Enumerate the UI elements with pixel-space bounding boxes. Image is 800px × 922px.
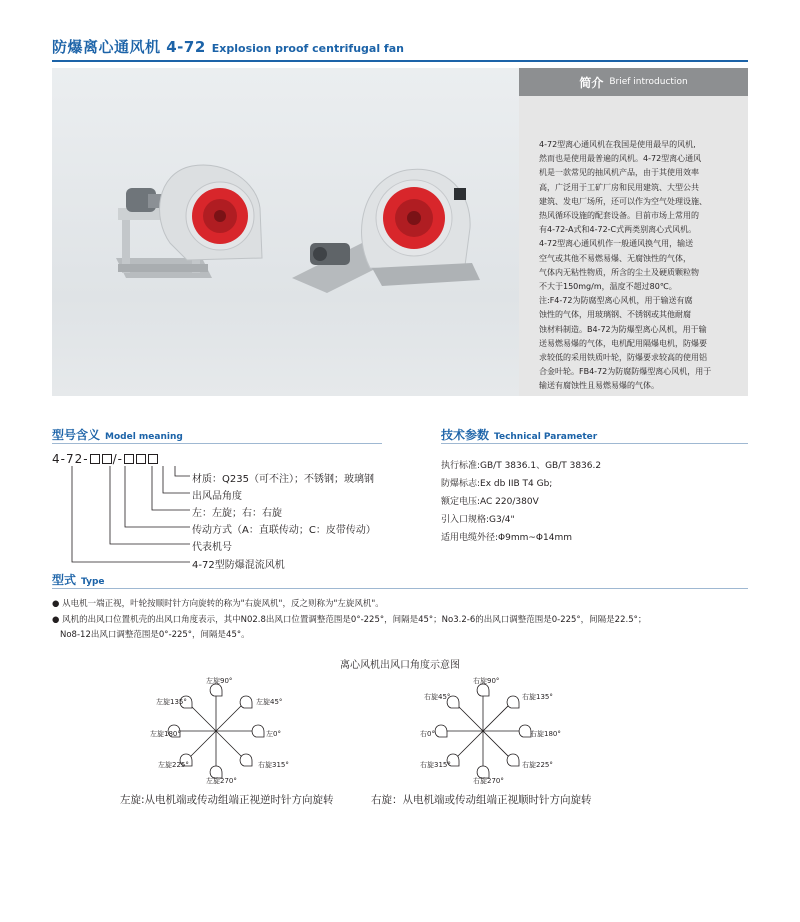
- angle-label: 左0°: [266, 730, 281, 738]
- diagram-title: 离心风机出风口角度示意图: [340, 660, 460, 671]
- type-heading-cn: 型式: [52, 573, 77, 587]
- intro-line: 高，广泛用于工矿厂房和民用建筑、大型公共: [539, 182, 699, 192]
- tech-line: 引入口规格:G3/4": [441, 515, 515, 525]
- tech-line: 额定电压:AC 220/380V: [441, 497, 539, 507]
- intro-line: 蚀性的气体，用玻璃钢、不锈钢或其他耐腐: [539, 310, 691, 320]
- model-code-prefix: 4-72: [52, 452, 84, 466]
- intro-line: 4-72型离心通风机在我国是使用最早的风机,: [539, 140, 696, 149]
- tech-line: 执行标准:GB/T 3836.1、GB/T 3836.2: [441, 461, 602, 471]
- model-label: 4-72型防爆混流风机: [192, 560, 285, 571]
- angle-label: 右旋315°: [420, 761, 451, 769]
- tech-line: 适用电缆外径:Φ9mm~Φ14mm: [441, 533, 572, 543]
- model-label: 出风品角度: [192, 491, 242, 502]
- model-heading-en: Model meaning: [105, 432, 183, 442]
- intro-line: 输送有腐蚀性且易燃易爆的气体。: [539, 381, 659, 391]
- tech-line: 防爆标志:Ex db IIB T4 Gb;: [441, 479, 553, 489]
- caption-left-rotation: 左旋:从电机端或传动组端正视逆时针方向旋转: [120, 794, 334, 806]
- angle-label: 左旋180°: [150, 730, 181, 738]
- angle-label: 右旋45°: [424, 693, 451, 701]
- angle-label: 右0°: [420, 730, 435, 738]
- angle-label: 右旋270°: [473, 777, 504, 785]
- intro-line: 机是一款常见的抽风机产品，由于其使用效率: [539, 168, 699, 178]
- bullet-icon: ●: [52, 615, 60, 625]
- angle-label: 右旋90°: [473, 677, 500, 685]
- intro-line: 气体内无粘性物质，所含的尘土及硬质颗粒物: [539, 267, 699, 277]
- model-label: 左：左旋；右：右旋: [192, 508, 282, 519]
- model-label: 材质：Q235（可不注）；不锈钢；玻璃钢: [192, 474, 374, 485]
- angle-label: 左旋225°: [158, 761, 189, 769]
- angle-label: 右旋315°: [258, 761, 289, 769]
- angle-label: 左旋270°: [206, 777, 237, 785]
- intro-heading-en: Brief introduction: [609, 77, 688, 87]
- model-code-dash: -: [83, 452, 89, 466]
- model-code-slash: /-: [112, 452, 123, 466]
- intro-line: 送易燃易爆的气体，电机配用隔爆电机，防爆要: [539, 338, 707, 348]
- intro-line: 然而也是使用最普遍的风机。4-72型离心通风: [539, 154, 702, 164]
- angle-label: 右旋135°: [522, 693, 553, 701]
- intro-line: 4-72型离心通风机作一般通风换气用，输送: [539, 239, 694, 249]
- intro-line: 空气或其他不易燃易爆、无腐蚀性的气体，: [539, 253, 691, 263]
- angle-label: 左旋135°: [156, 698, 187, 706]
- model-label: 传动方式（A：直联传动；C：皮带传动）: [192, 525, 376, 536]
- tech-heading-cn: 技术参数: [441, 428, 490, 442]
- intro-line: 建筑、发电厂场所，还可以作为空气处理设施、: [539, 196, 707, 206]
- type-bullet-continuation: No8-12出风口调整范围是0°-225°，间隔是45°。: [60, 630, 250, 640]
- intro-line: 合金叶轮。FB4-72为防腐防爆型离心风机，用于: [539, 367, 712, 377]
- type-heading-en: Type: [81, 577, 105, 587]
- intro-line: 蚀材料制造。B4-72为防爆型离心风机，用于输: [539, 324, 707, 334]
- type-bullet: ● 风机的出风口位置机壳的出风口角度表示，其中N02.8出风口位置调整范围是0°-225°，间隔是45°；No3.2-6的出风口调整范围是0-225°，间隔是22.5°；: [52, 615, 647, 625]
- intro-line: 注:F4-72为防腐型离心风机，用于输送有腐: [539, 296, 693, 306]
- angle-label: 左旋90°: [206, 677, 233, 685]
- intro-line: 求较低的采用铁质叶轮，防爆要求较高的使用铝: [539, 353, 707, 363]
- angle-label: 左旋45°: [256, 698, 283, 706]
- type-bullet: ● 从电机一端正视，叶轮按顺时针方向旋转的称为"右旋风机"，反之则称为"左旋风机"。: [52, 599, 384, 609]
- caption-right-rotation: 右旋：从电机端或传动组端正视顺时针方向旋转: [371, 794, 592, 806]
- intro-line: 有4-72-A式和4-72-C式两类别离心式风机。: [539, 225, 697, 235]
- intro-line: 不大于150mg/m，温度不超过80℃。: [539, 282, 677, 292]
- model-label: 代表机号: [192, 542, 232, 553]
- intro-heading-cn: 简介: [579, 75, 604, 90]
- tech-heading-en: Technical Parameter: [494, 432, 598, 442]
- title-en: Explosion proof centrifugal fan: [211, 42, 404, 55]
- angle-label: 右旋225°: [522, 761, 553, 769]
- title-cn: 防爆离心通风机 4-72: [52, 38, 206, 56]
- intro-line: 热风循环设施的配套设备。目前市场上常用的: [539, 211, 699, 221]
- model-heading-cn: 型号含义: [52, 428, 101, 442]
- angle-label: 右旋180°: [530, 730, 561, 738]
- bullet-icon: ●: [52, 599, 60, 609]
